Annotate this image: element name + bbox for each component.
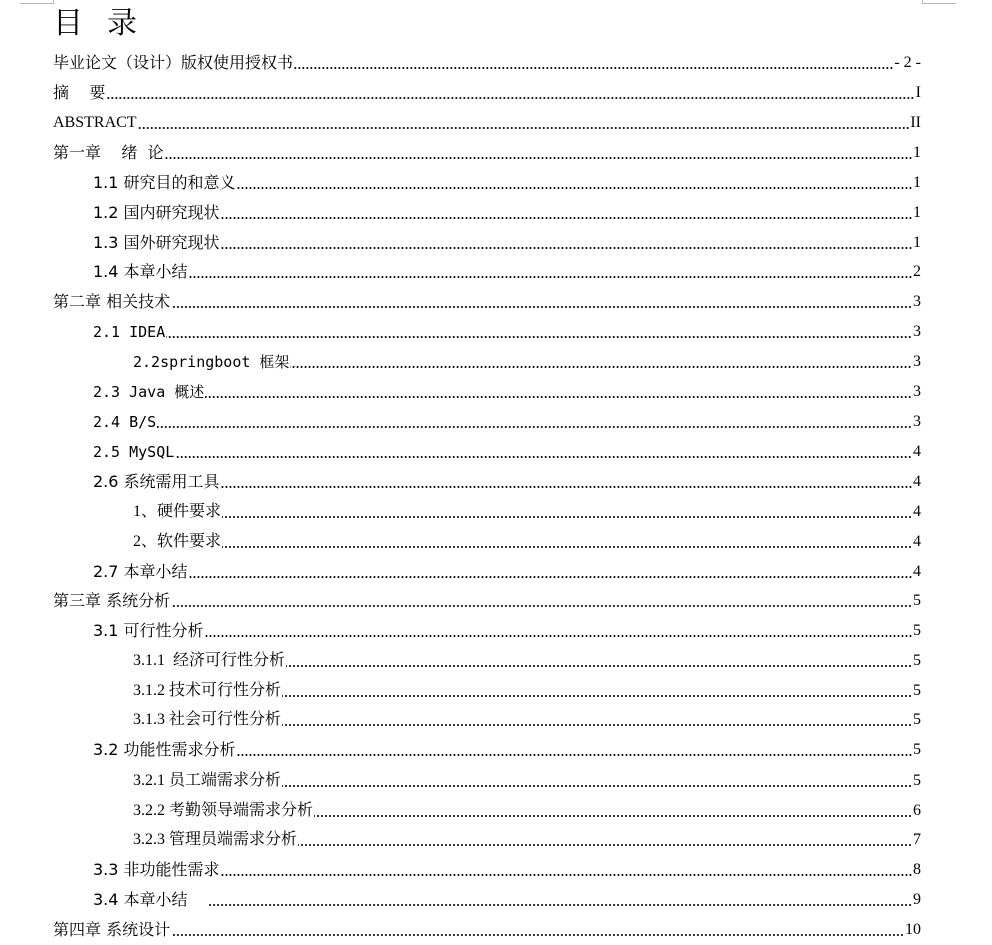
- dot-leader: [171, 605, 912, 607]
- toc-entry-page-number: 4: [913, 443, 921, 460]
- toc-entry-label: 2.5 MySQL: [93, 443, 175, 461]
- toc-entry-page-number: 1: [913, 174, 921, 191]
- dot-leader: [175, 456, 912, 458]
- toc-entry-page-number: I: [915, 84, 921, 101]
- toc-entry-page-number: 5: [913, 772, 921, 789]
- dot-leader: [221, 486, 912, 488]
- toc-entry-label: 1.2 国内研究现状: [93, 203, 220, 222]
- toc-entry-label: 2.2springboot 框架: [133, 353, 290, 371]
- toc-entry[interactable]: [93, 885, 921, 915]
- toc-entry-page-number: 8: [913, 861, 921, 878]
- toc-entry-page-number: 5: [913, 711, 921, 728]
- toc-entry-label: 3.4 本章小结: [93, 890, 208, 909]
- toc-entry[interactable]: [93, 198, 921, 228]
- toc-entry-label: 3.2.1 员工端需求分析: [133, 772, 282, 789]
- dot-leader: [221, 217, 912, 219]
- dot-leader: [282, 695, 912, 697]
- dot-leader: [171, 934, 904, 936]
- dot-leader: [314, 815, 912, 817]
- toc-entry[interactable]: [133, 347, 921, 377]
- toc-entry[interactable]: [93, 228, 921, 258]
- toc-entry-label: 1.3 国外研究现状: [93, 233, 220, 252]
- dot-leader: [298, 844, 912, 846]
- dot-leader: [171, 306, 912, 308]
- dot-leader: [286, 665, 912, 667]
- dot-leader: [205, 396, 912, 398]
- crop-mark-top-right: [922, 0, 956, 4]
- toc-entry-label: 3.1.3 社会可行性分析: [133, 711, 282, 728]
- title-char-2: 录: [107, 6, 137, 41]
- toc-entry-page-number: 2: [913, 263, 921, 280]
- toc-entry-page-number: 1: [913, 234, 921, 251]
- toc-entry-page-number: 5: [913, 622, 921, 639]
- toc-entry[interactable]: [133, 646, 921, 676]
- dot-leader: [222, 546, 912, 548]
- toc-entry[interactable]: [93, 735, 921, 765]
- dot-leader: [106, 97, 914, 99]
- dot-leader: [189, 276, 912, 278]
- crop-mark-top-left: [20, 0, 54, 4]
- toc-entry-label: 2.4 B/S: [93, 413, 157, 431]
- toc-entry-label: 第四章 系统设计: [53, 920, 171, 939]
- dot-leader: [157, 426, 912, 428]
- toc-entry-label: 3.2.3 管理员端需求分析: [133, 831, 298, 848]
- toc-entry-page-number: 5: [913, 592, 921, 609]
- toc-entry-label: 2.1 IDEA: [93, 323, 166, 341]
- toc-entry-page-number: 4: [913, 473, 921, 490]
- toc-entry[interactable]: [93, 467, 921, 497]
- toc-entry[interactable]: [93, 407, 921, 437]
- toc-entry[interactable]: [93, 855, 921, 885]
- dot-leader: [205, 635, 912, 637]
- toc-entry-label: 第一章 绪 论: [53, 143, 164, 162]
- toc-entry-page-number: 5: [913, 652, 921, 669]
- toc-entry[interactable]: [53, 48, 921, 78]
- toc-entry[interactable]: [53, 586, 921, 616]
- toc-entry[interactable]: [133, 825, 921, 855]
- toc-entry-label: 2.6 系统需用工具: [93, 472, 220, 491]
- dot-leader: [165, 157, 912, 159]
- toc-entry[interactable]: [133, 527, 921, 557]
- toc-entry[interactable]: [53, 287, 921, 317]
- toc-entry-label: 1.1 研究目的和意义: [93, 173, 236, 192]
- toc-entry[interactable]: [93, 257, 921, 287]
- toc-entry[interactable]: [53, 108, 921, 138]
- toc-entry-label: 1.4 本章小结: [93, 262, 188, 281]
- toc-entry-page-number: 5: [913, 741, 921, 758]
- toc-entry-page-number: 3: [913, 323, 921, 340]
- dot-leader: [290, 366, 912, 368]
- toc-entry-page-number: 3: [913, 383, 921, 400]
- toc-entry-page-number: II: [910, 114, 921, 131]
- dot-leader: [282, 785, 912, 787]
- toc-entry[interactable]: [93, 317, 921, 347]
- toc-entry-label: 3.1 可行性分析: [93, 621, 204, 640]
- toc-entry-page-number: 10: [905, 921, 921, 938]
- title-char-1: 目: [53, 6, 83, 41]
- toc-entry-label: 毕业论文（设计）版权使用授权书: [53, 53, 294, 72]
- toc-entry[interactable]: [53, 78, 921, 108]
- toc-entry[interactable]: [133, 705, 921, 735]
- dot-leader: [221, 247, 912, 249]
- toc-entry[interactable]: [93, 616, 921, 646]
- page-title: [53, 4, 137, 44]
- toc-entry-label: 2、软件要求: [133, 533, 222, 550]
- toc-entry-label: 摘 要: [53, 83, 106, 102]
- toc-entry[interactable]: [133, 497, 921, 527]
- toc-entry[interactable]: [93, 557, 921, 587]
- toc-entry[interactable]: [93, 377, 921, 407]
- toc-entry-label: 1、硬件要求: [133, 503, 222, 520]
- toc-entry-label: 3.1.1 经济可行性分析: [133, 652, 286, 669]
- toc-entry-label: 3.3 非功能性需求: [93, 860, 220, 879]
- toc-entry-label: 2.7 本章小结: [93, 562, 188, 581]
- toc-entry[interactable]: [53, 138, 921, 168]
- dot-leader: [282, 724, 912, 726]
- toc-entry-page-number: 3: [913, 413, 921, 430]
- dot-leader: [166, 336, 912, 338]
- toc-entry[interactable]: [133, 766, 921, 796]
- toc-entry-page-number: 4: [913, 563, 921, 580]
- toc-entry-page-number: 3: [913, 353, 921, 370]
- toc-entry-label: 第二章 相关技术: [53, 292, 171, 311]
- dot-leader: [294, 67, 893, 69]
- toc-entry-label: 第三章 系统分析: [53, 591, 171, 610]
- dot-leader: [138, 127, 910, 129]
- toc-entry-label: 3.2 功能性需求分析: [93, 740, 236, 759]
- dot-leader: [222, 516, 912, 518]
- toc-entry[interactable]: [93, 437, 921, 467]
- toc-entry-page-number: 6: [913, 802, 921, 819]
- toc-entry-page-number: 4: [913, 533, 921, 550]
- toc-entry-label: 3.1.2 技术可行性分析: [133, 682, 282, 699]
- toc-entry-page-number: - 2 -: [894, 54, 921, 71]
- dot-leader: [237, 187, 912, 189]
- toc-entry-page-number: 7: [913, 831, 921, 848]
- toc-entry-page-number: 9: [913, 891, 921, 908]
- toc-entry[interactable]: [133, 676, 921, 706]
- toc-entry[interactable]: [93, 168, 921, 198]
- toc-entry-page-number: 5: [913, 682, 921, 699]
- dot-leader: [209, 904, 912, 906]
- dot-leader: [221, 874, 912, 876]
- dot-leader: [237, 754, 912, 756]
- dot-leader: [189, 576, 912, 578]
- toc-entry[interactable]: [133, 796, 921, 826]
- toc-entry-label: 2.3 Java 概述: [93, 383, 205, 401]
- toc-entry-label: ABSTRACT: [53, 114, 137, 131]
- toc-entry-label: 3.2.2 考勤领导端需求分析: [133, 802, 314, 819]
- toc-entry-page-number: 4: [913, 503, 921, 520]
- toc-entry-page-number: 3: [913, 293, 921, 310]
- toc-entry-page-number: 1: [913, 144, 921, 161]
- toc-entry-page-number: 1: [913, 204, 921, 221]
